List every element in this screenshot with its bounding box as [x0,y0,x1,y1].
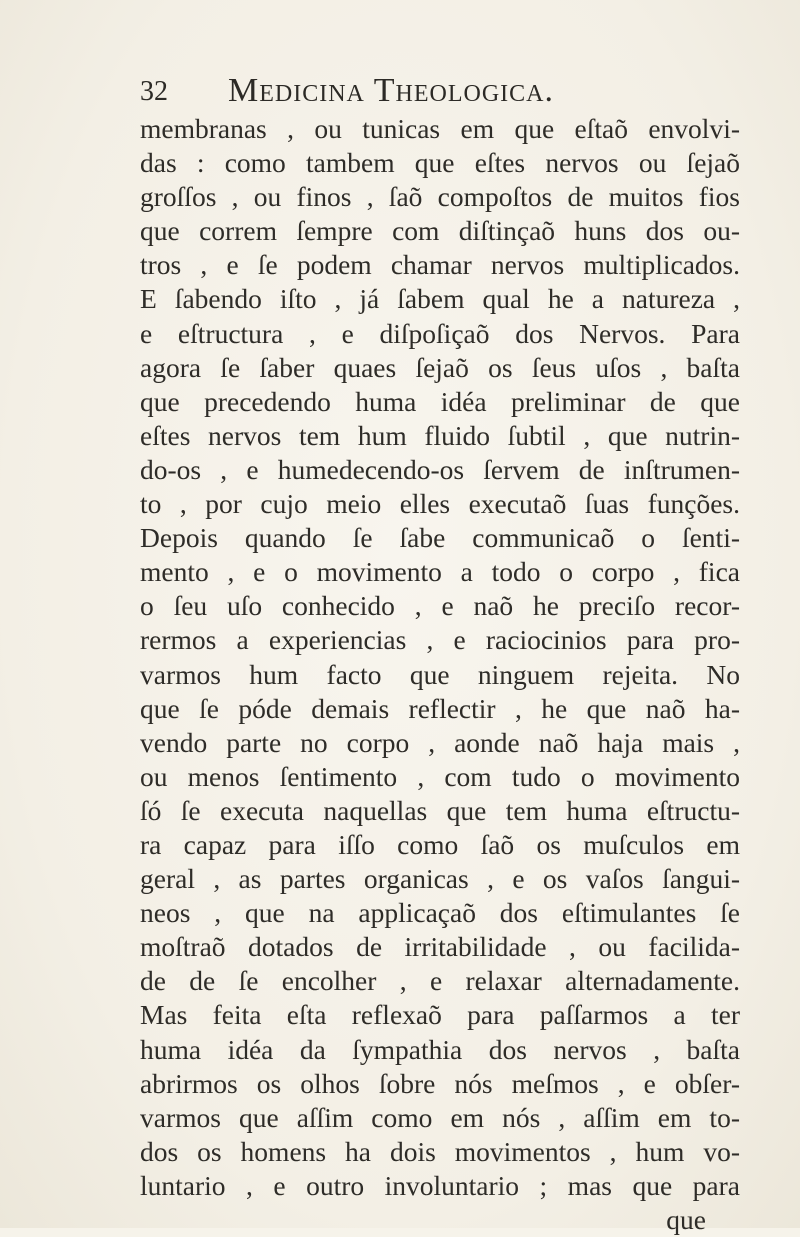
text-line: moſtraõ dotados de irritabilidade , ou facilida- [140,931,740,963]
text-line: to , por cujo meio elles executaõ ſuas funções. [140,488,740,520]
text-line: agora ſe ſaber quaes ſejaõ os ſeus uſos , baſta [140,351,740,383]
text-line: huma idéa da ſympathia dos nervos , baſta [140,1033,740,1065]
text-line: que ſe póde demais reflectir , he que naõ ha- [140,692,740,724]
text-line: varmos que aſſim como em nós , aſſim em to- [140,1101,740,1133]
text-line: geral , as partes organicas , e os vaſos ſangui- [140,863,740,895]
text-line: membranas , ou tunicas em que eſtaõ envolvi- [140,113,740,144]
text-line: neos , que na applicaçaõ dos eſtimulantes ſe [140,897,740,929]
page-header [140,72,740,112]
text-line: Depois quando ſe ſabe communicaõ o ſenti- [140,522,740,554]
text-line: mento , e o movimento a todo o corpo , fica [140,556,740,588]
text-line: groſſos , ou finos , ſaõ compoſtos de muitos fios [140,181,740,213]
text-line: tros , e ſe podem chamar nervos multiplicados. [140,249,740,281]
text-line: varmos hum facto que ninguem rejeita. No [140,658,740,690]
text-line: abrirmos os olhos ſobre nós meſmos , e obſer- [140,1067,740,1099]
text-line: ra capaz para iſſo como ſaõ os muſculos em [140,828,740,860]
text-line: Mas feita eſta reflexaõ para paſſarmos a ter [140,999,740,1031]
page-number: 32 [140,76,168,107]
text-line: e eſtructura , e diſpoſiçaõ dos Nervos. Para [140,317,740,349]
catchword: que [666,1204,706,1235]
text-line: rermos a experiencias , e raciocinios para pro- [140,624,740,656]
text-line: eſtes nervos tem hum fluido ſubtil , que nutrin- [140,419,740,451]
text-line: vendo parte no corpo , aonde naõ haja mais , [140,726,740,758]
text-line: luntario , e outro involuntario ; mas que para [140,1169,740,1201]
text-line: o ſeu uſo conhecido , e naõ he preciſo recor- [140,590,740,622]
text-line: E ſabendo iſto , já ſabem qual he a natureza , [140,283,740,315]
text-line: dos os homens ha dois movimentos , hum vo- [140,1135,740,1167]
running-title: Medicina Theologica. [228,72,555,109]
body-text [140,112,740,1237]
text-line: de de ſe encolher , e relaxar alternadamente. [140,965,740,997]
text-line: que correm ſempre com diſtinçaõ huns dos ou- [140,215,740,247]
text-line: das : como tambem que eſtes nervos ou ſejaõ [140,147,740,179]
text-line: ſó ſe executa naquellas que tem huma eſtructu- [140,794,740,826]
text-line: que precedendo huma idéa preliminar de que [140,385,740,417]
text-line: ou menos ſentimento , com tudo o movimento [140,760,740,792]
text-line: do-os , e humedecendo-os ſervem de inſtrumen- [140,453,740,485]
